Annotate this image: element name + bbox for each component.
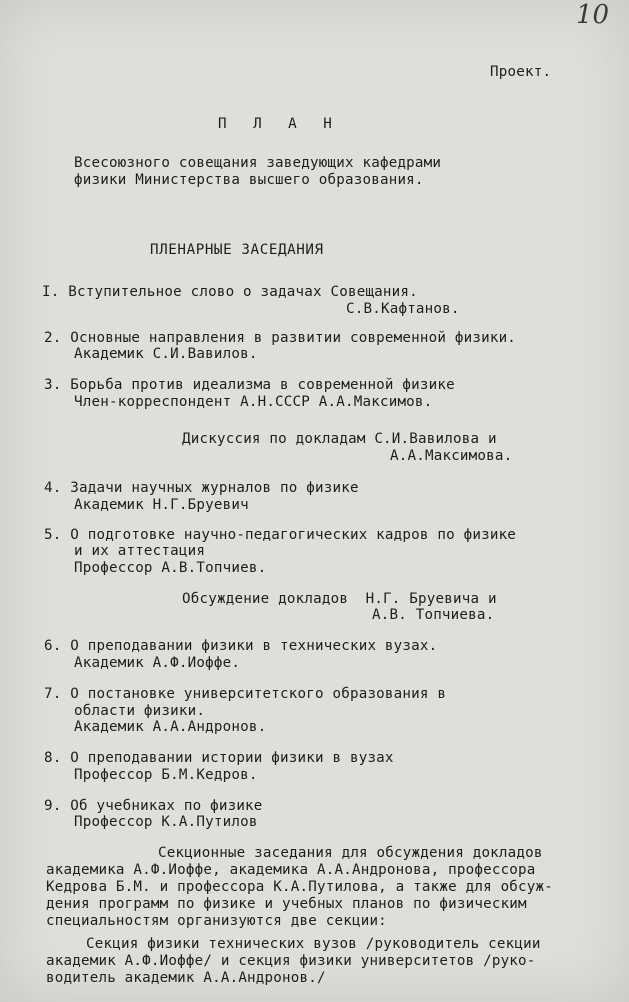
paragraph-2-line-1: Секция физики технических вузов /руководитель секции — [86, 936, 541, 952]
paragraph-1-line-5: специальностям организуются две секции: — [46, 913, 387, 929]
item-7-speaker: Академик А.А.Андронов. — [74, 719, 267, 735]
title: П Л А Н — [218, 116, 341, 132]
paragraph-1-line-3: Кедрова Б.М. и профессора К.А.Путилова, а также для обсуж- — [46, 879, 554, 895]
item-8-speaker: Профессор Б.М.Кедров. — [74, 767, 258, 783]
paragraph-2-line-3: водитель академик А.А.Андронов./ — [46, 970, 326, 986]
item-3-text: 3. Борьба против идеализма в современной физике — [44, 377, 455, 393]
paragraph-1-line-1: Секционные заседания для обсуждения докладов — [158, 845, 543, 861]
item-4-text: 4. Задачи научных журналов по физике — [44, 480, 359, 496]
item-5-speaker: Профессор А.В.Топчиев. — [74, 560, 267, 576]
item-7-text-line-2: области физики. — [74, 703, 206, 719]
item-3-speaker: Член-корреспондент А.Н.СССР А.А.Максимов. — [74, 394, 433, 410]
item-5-text-line-2: и их аттестация — [74, 543, 206, 559]
paragraph-2-line-2: академик А.Ф.Иоффе/ и секция физики университетов /руко- — [46, 953, 536, 969]
item-8-text: 8. О преподавании истории физики в вузах — [44, 750, 394, 766]
item-1-speaker: С.В.Кафтанов. — [346, 301, 460, 317]
item-5-text: 5. О подготовке научно-педагогических кадров по физике — [44, 527, 517, 543]
discussion-2-line-1: Обсуждение докладов Н.Г. Бруевича и — [182, 591, 497, 607]
discussion-1-line-2: А.А.Максимова. — [390, 448, 513, 464]
subtitle-line-1: Всесоюзного совещания заведующих кафедрами — [74, 155, 442, 171]
item-9-text: 9. Об учебниках по физике — [44, 798, 263, 814]
discussion-1-line-1: Дискуссия по докладам С.И.Вавилова и — [182, 431, 497, 447]
item-2-speaker: Академик С.И.Вавилов. — [74, 346, 258, 362]
paragraph-1-line-4: дения программ по физике и учебных планов по физическим — [46, 896, 527, 912]
item-7-text: 7. О постановке университетского образования в — [44, 686, 447, 702]
item-1-text: I. Вступительное слово о задачах Совещания. — [42, 284, 418, 300]
page-number: 10 — [576, 0, 610, 30]
section-title: ПЛЕНАРНЫЕ ЗАСЕДАНИЯ — [150, 242, 324, 258]
subtitle-line-2: физики Министерства высшего образования. — [74, 172, 424, 188]
paragraph-1-line-2: академика А.Ф.Иоффе, академика А.А.Андронова, профессора — [46, 862, 536, 878]
item-6-text: 6. О преподавании физики в технических вузах. — [44, 638, 438, 654]
item-6-speaker: Академик А.Ф.Иоффе. — [74, 655, 241, 671]
draft-mark: Проект. — [490, 64, 552, 80]
item-9-speaker: Профессор К.А.Путилов — [74, 814, 258, 830]
item-4-speaker: Академик Н.Г.Бруевич — [74, 497, 249, 513]
item-2-text: 2. Основные направления в развитии современной физики. — [44, 330, 517, 346]
discussion-2-line-2: А.В. Топчиева. — [372, 607, 495, 623]
